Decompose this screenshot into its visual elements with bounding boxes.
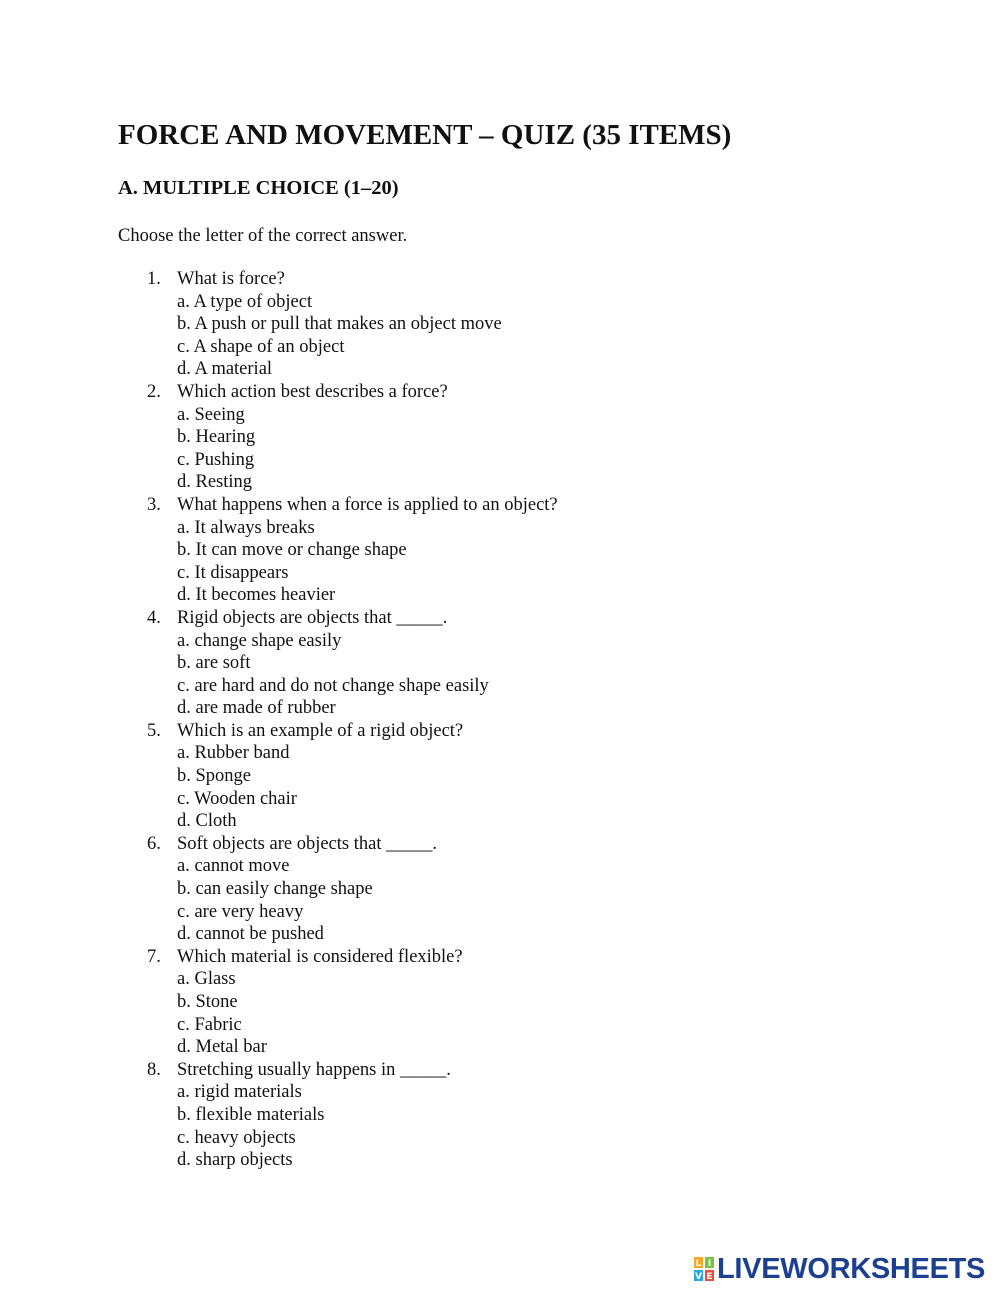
- question-line: [0, 381, 1000, 404]
- question-line: [0, 946, 1000, 969]
- answer-option-text: a. rigid materials: [177, 1082, 302, 1103]
- question-item: [0, 720, 1000, 833]
- answer-option: [0, 901, 1000, 924]
- answer-option-text: a. cannot move: [177, 856, 290, 877]
- answer-option-text: c. A shape of an object: [177, 336, 345, 357]
- answer-option-text: b. can easily change shape: [177, 879, 373, 900]
- question-text: Rigid objects are objects that _____.: [177, 607, 448, 628]
- answer-option-text: a. It always breaks: [177, 517, 315, 538]
- question-item: [0, 1059, 1000, 1172]
- question-item: [0, 946, 1000, 1059]
- answer-option-text: b. Stone: [177, 992, 238, 1012]
- answer-option-text: a. Seeing: [177, 404, 245, 425]
- answer-option: [0, 878, 1000, 901]
- question-number: 5.: [147, 720, 161, 741]
- answer-option-text: d. A material: [177, 359, 273, 380]
- answer-option: [0, 923, 1000, 946]
- answer-option: [0, 968, 1000, 991]
- answer-option: [0, 675, 1000, 698]
- answer-option-text: c. Wooden chair: [177, 788, 297, 809]
- answer-option-text: a. Glass: [177, 969, 236, 990]
- answer-option-text: c. heavy objects: [177, 1127, 296, 1148]
- question-text: Soft objects are objects that _____.: [177, 833, 437, 854]
- answer-option: [0, 313, 1000, 336]
- question-number: 6.: [147, 833, 161, 854]
- answer-option-text: b. are soft: [177, 653, 251, 674]
- answer-option-text: a. Rubber band: [177, 743, 290, 764]
- section-heading: A. MULTIPLE CHOICE (1–20): [118, 177, 399, 199]
- question-number: 7.: [147, 946, 161, 967]
- answer-option-text: d. It becomes heavier: [177, 585, 336, 606]
- answer-option-text: d. Resting: [177, 472, 253, 493]
- question-number: 8.: [147, 1059, 161, 1080]
- answer-option: [0, 765, 1000, 788]
- answer-option-text: b. It can move or change shape: [177, 540, 407, 561]
- question-list: [0, 268, 1000, 1172]
- question-item: [0, 494, 1000, 607]
- svg-text:E: E: [706, 1272, 713, 1282]
- question-text: Stretching usually happens in _____.: [177, 1059, 451, 1080]
- answer-option-text: b. Sponge: [177, 766, 251, 787]
- answer-option: [0, 788, 1000, 811]
- answer-option: [0, 697, 1000, 720]
- answer-option-text: d. Metal bar: [177, 1037, 267, 1058]
- answer-option: [0, 584, 1000, 607]
- answer-option: [0, 1014, 1000, 1037]
- question-line: [0, 607, 1000, 630]
- answer-option: [0, 630, 1000, 653]
- question-text: Which action best describes a force?: [177, 381, 448, 402]
- question-line: [0, 720, 1000, 743]
- answer-option: [0, 449, 1000, 472]
- answer-option: [0, 1104, 1000, 1127]
- answer-option: [0, 1081, 1000, 1104]
- svg-text:I: I: [707, 1259, 712, 1269]
- answer-option-text: b. Hearing: [177, 427, 256, 448]
- answer-option: [0, 336, 1000, 359]
- brand-wordmark: LIVEWORKSHEETS: [717, 1253, 986, 1285]
- answer-option: [0, 810, 1000, 833]
- answer-option: [0, 471, 1000, 494]
- answer-option: [0, 1036, 1000, 1059]
- answer-option: [0, 539, 1000, 562]
- question-item: [0, 607, 1000, 720]
- answer-option-text: a. change shape easily: [177, 630, 342, 651]
- answer-option: [0, 291, 1000, 314]
- answer-option: [0, 358, 1000, 381]
- question-item: [0, 268, 1000, 381]
- answer-option-text: a. A type of object: [177, 291, 313, 312]
- svg-text:V: V: [695, 1272, 702, 1282]
- liveworksheets-branding: [693, 1252, 985, 1286]
- answer-option-text: d. cannot be pushed: [177, 924, 324, 945]
- instructions: Choose the letter of the correct answer.: [118, 226, 408, 246]
- question-line: [0, 1059, 1000, 1082]
- answer-option-text: c. are very heavy: [177, 901, 304, 922]
- question-number: 3.: [147, 494, 161, 515]
- question-text: What happens when a force is applied to an object?: [177, 494, 558, 515]
- question-number: 1.: [147, 269, 161, 289]
- answer-option-text: c. Pushing: [177, 449, 255, 470]
- answer-option: [0, 1149, 1000, 1172]
- answer-option: [0, 855, 1000, 878]
- question-text: Which is an example of a rigid object?: [177, 720, 464, 741]
- answer-option: [0, 742, 1000, 765]
- answer-option: [0, 991, 1000, 1014]
- question-text: Which material is considered flexible?: [177, 946, 463, 967]
- answer-option-text: c. It disappears: [177, 562, 289, 583]
- answer-option: [0, 517, 1000, 540]
- answer-option-text: c. are hard and do not change shape easily: [177, 675, 489, 696]
- question-line: [0, 494, 1000, 517]
- question-number: 4.: [147, 607, 161, 628]
- answer-option: [0, 652, 1000, 675]
- question-number: 2.: [147, 381, 161, 402]
- page-title: FORCE AND MOVEMENT – QUIZ (35 ITEMS): [118, 119, 732, 151]
- answer-option: [0, 1127, 1000, 1150]
- question-line: [0, 833, 1000, 856]
- question-item: [0, 833, 1000, 946]
- liveworksheets-logo-icon: [693, 1256, 715, 1282]
- answer-option-text: b. A push or pull that makes an object move: [177, 314, 502, 335]
- answer-option-text: d. Cloth: [177, 811, 237, 832]
- svg-text:L: L: [695, 1259, 702, 1269]
- answer-option-text: c. Fabric: [177, 1014, 242, 1035]
- question-line: [0, 268, 1000, 291]
- answer-option: [0, 404, 1000, 427]
- answer-option-text: d. sharp objects: [177, 1150, 293, 1171]
- question-text: What is force?: [177, 269, 285, 289]
- answer-option-text: b. flexible materials: [177, 1104, 325, 1125]
- answer-option: [0, 426, 1000, 449]
- answer-option: [0, 562, 1000, 585]
- answer-option-text: d. are made of rubber: [177, 698, 336, 719]
- question-item: [0, 381, 1000, 494]
